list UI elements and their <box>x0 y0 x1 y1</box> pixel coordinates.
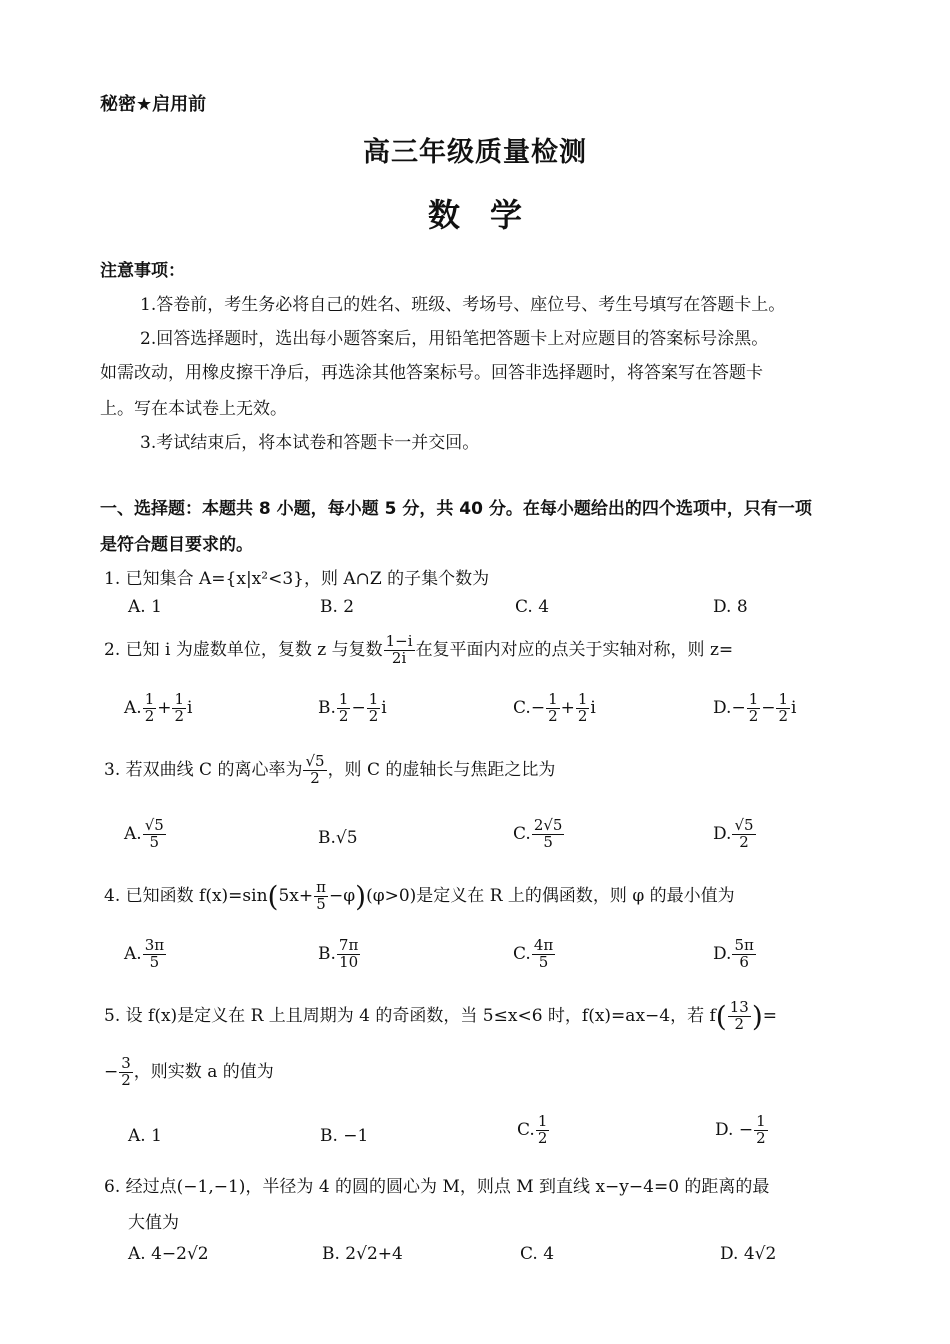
q1-option-d: D. 8 <box>713 597 748 617</box>
q2-option-b <box>318 692 387 725</box>
q5-paren-close: ) <box>751 1000 763 1033</box>
q2-a-den2: 2 <box>174 706 185 725</box>
notice-line-4: 上。写在本试卷上无效。 <box>100 399 287 419</box>
q5-option-a: A. 1 <box>128 1126 162 1146</box>
q4-inner-b: −φ <box>328 886 356 906</box>
q5-val-num: 3 <box>121 1054 131 1072</box>
q2-d-unit: i <box>791 697 797 718</box>
q4-paren-close: ) <box>355 880 367 913</box>
q3-c-frac <box>532 818 565 851</box>
q4-b-num: 7π <box>338 936 359 954</box>
q6-option-c: C. 4 <box>520 1244 555 1264</box>
q2-d-label: D. <box>713 697 732 718</box>
q2-option-d <box>713 692 796 725</box>
q4-paren-open: ( <box>267 880 279 913</box>
q5-option-b: B. −1 <box>320 1126 369 1146</box>
q4-a-den: 5 <box>149 952 160 971</box>
q5-stem-a: 5. 设 f(x)是定义在 R 上且周期为 4 的奇函数，当 5≤x<6 时，f(x)=ax−4，若 f <box>104 1006 716 1026</box>
q5-option-c <box>517 1114 550 1147</box>
q3-a-num: √5 <box>144 816 164 834</box>
q5-stem-b: = <box>762 1006 778 1026</box>
q2-b-unit: i <box>381 697 387 718</box>
q2-b-op: − <box>351 697 366 718</box>
q2-b-num1: 1 <box>338 690 349 708</box>
q4-stem <box>104 880 735 913</box>
q3-ecc-num: √5 <box>305 752 325 770</box>
q2-a-num1: 1 <box>144 690 155 708</box>
q5-stem-line-2 <box>104 1056 274 1089</box>
q1-option-a: A. 1 <box>128 597 162 617</box>
q4-option-d <box>713 938 757 971</box>
secret-label: 秘密★启用前 <box>100 94 207 115</box>
q5-d-label: D. − <box>715 1119 754 1140</box>
q2-c-label: C. <box>513 697 531 718</box>
q2-frac-num: 1−i <box>385 632 413 650</box>
q4-b-den: 10 <box>339 952 359 971</box>
q1-option-c: C. 4 <box>515 597 550 617</box>
q2-stem-b: 在复平面内对应的点关于实轴对称，则 z= <box>415 639 734 660</box>
q4-b-frac <box>337 938 360 971</box>
q3-stem <box>104 754 555 787</box>
q3-c-num: 2√5 <box>533 816 563 834</box>
q2-d-den2: 2 <box>778 706 789 725</box>
q3-ecc-den: 2 <box>310 768 320 787</box>
q4-b-label: B. <box>318 943 336 964</box>
notice-title: 注意事项： <box>100 261 185 281</box>
q2-d-den1: 2 <box>748 706 759 725</box>
q5-line2-text: ，则实数 a 的值为 <box>133 1061 274 1082</box>
q5-c-label: C. <box>517 1119 535 1140</box>
q2-c-num1: 1 <box>548 690 558 708</box>
q4-c-frac <box>532 938 555 971</box>
q2-c-den1: 2 <box>548 706 558 725</box>
q5-val-den: 2 <box>121 1070 131 1089</box>
q2-d-op: − <box>761 697 776 718</box>
subject-title: 数学 <box>427 196 552 234</box>
q4-c-den: 5 <box>538 952 549 971</box>
q3-b-val: √5 <box>335 828 358 848</box>
q3-ecc-frac <box>303 754 326 787</box>
q5-paren-open: ( <box>715 1000 727 1033</box>
q2-c-frac1 <box>546 692 560 725</box>
q4-option-b <box>318 938 361 971</box>
q3-c-den: 5 <box>543 832 553 851</box>
q4-c-num: 4π <box>533 936 554 954</box>
q2-frac-den: 2i <box>391 648 407 667</box>
q5-d-frac <box>754 1114 768 1147</box>
q2-c-unit: i <box>590 697 596 718</box>
q2-a-op: + <box>157 697 172 718</box>
q2-a-label: A. <box>124 697 142 718</box>
q5-val-frac <box>119 1056 133 1089</box>
section-heading-line-1: 一、选择题：本题共 8 小题，每小题 5 分，共 40 分。在每小题给出的四个选项中，只有一项 <box>100 499 812 519</box>
q5-c-den: 2 <box>537 1128 548 1147</box>
q2-frac <box>384 634 415 667</box>
q3-d-den: 2 <box>739 832 749 851</box>
q5-neg: − <box>104 1061 119 1082</box>
q3-option-a <box>124 818 167 851</box>
q4-d-label: D. <box>713 943 732 964</box>
q4-stem-b: (φ>0)是定义在 R 上的偶函数，则 φ 的最小值为 <box>366 886 735 906</box>
q3-b-label: B. <box>318 828 336 848</box>
q1-stem: 1. 已知集合 A={x|x²<3}，则 A∩Z 的子集个数为 <box>104 569 490 589</box>
q3-stem-a: 3. 若双曲线 C 的离心率为 <box>104 759 303 780</box>
section-heading-line-2: 是符合题目要求的。 <box>100 535 253 555</box>
q2-a-den1: 2 <box>144 706 155 725</box>
q2-c-op: + <box>560 697 575 718</box>
q2-c-neg: − <box>530 697 546 718</box>
q3-a-den: 5 <box>149 832 160 851</box>
exam-title: 高三年级质量检测 <box>363 137 587 168</box>
q6-option-a: A. 4−2√2 <box>128 1244 209 1264</box>
q2-b-den2: 2 <box>368 706 379 725</box>
q4-pi-frac <box>314 880 328 913</box>
q2-stem-a: 2. 已知 i 为虚数单位，复数 z 与复数 <box>104 639 383 660</box>
q2-option-a <box>124 692 192 725</box>
q3-d-frac <box>732 818 755 851</box>
notice-line-1: 1.答卷前，考生务必将自己的姓名、班级、考场号、座位号、考生号填写在答题卡上。 <box>140 295 786 315</box>
q2-d-num2: 1 <box>778 690 789 708</box>
q2-b-label: B. <box>318 697 336 718</box>
q2-c-den2: 2 <box>577 706 588 725</box>
q3-stem-b: ，则 C 的虚轴长与焦距之比为 <box>327 759 556 780</box>
q4-a-label: A. <box>124 943 142 964</box>
q3-c-label: C. <box>513 823 531 844</box>
q4-pi-den: 5 <box>316 895 326 913</box>
q2-b-frac2 <box>367 692 381 725</box>
q2-d-neg: − <box>731 697 746 718</box>
q2-a-unit: i <box>187 697 193 718</box>
q3-option-d <box>713 818 757 851</box>
q6-option-b: B. 2√2+4 <box>322 1244 403 1264</box>
q4-pi-num: π <box>316 878 326 897</box>
q6-stem-line-1: 6. 经过点(−1,−1)，半径为 4 的圆的圆心为 M，则点 M 到直线 x−y−4=0 的距离的最 <box>104 1177 770 1197</box>
q4-c-label: C. <box>513 943 531 964</box>
q5-stem-line-1 <box>104 1000 777 1033</box>
q6-option-d: D. 4√2 <box>720 1244 777 1264</box>
q2-d-frac2 <box>776 692 790 725</box>
q4-a-num: 3π <box>144 936 165 954</box>
notice-line-3: 如需改动，用橡皮擦干净后，再选涂其他答案标号。回答非选择题时，将答案写在答题卡 <box>100 363 763 383</box>
q2-b-num2: 1 <box>368 690 379 708</box>
q2-b-den1: 2 <box>338 706 349 725</box>
q2-stem <box>104 634 733 667</box>
q4-option-a <box>124 938 167 971</box>
q3-d-num: √5 <box>734 816 754 834</box>
q4-option-c <box>513 938 556 971</box>
q4-stem-a: 4. 已知函数 f(x)=sin <box>104 886 268 906</box>
notice-line-5: 3.考试结束后，将本试卷和答题卡一并交回。 <box>140 433 480 453</box>
q2-d-num1: 1 <box>748 690 759 708</box>
q4-d-frac <box>732 938 755 971</box>
q3-a-frac <box>143 818 166 851</box>
q5-c-num: 1 <box>537 1112 548 1130</box>
q6-stem-line-2: 大值为 <box>128 1213 179 1233</box>
q3-option-b <box>318 828 358 848</box>
q2-a-frac1 <box>143 692 157 725</box>
q5-c-frac <box>536 1114 550 1147</box>
q3-a-label: A. <box>124 823 142 844</box>
q3-option-c <box>513 818 565 851</box>
q2-a-num2: 1 <box>174 690 185 708</box>
q4-a-frac <box>143 938 166 971</box>
q2-d-frac1 <box>747 692 761 725</box>
q4-d-den: 6 <box>739 952 749 971</box>
q2-c-frac2 <box>576 692 590 725</box>
q2-option-c <box>513 692 596 725</box>
notice-line-2: 2.回答选择题时，选出每小题答案后，用铅笔把答题卡上对应题目的答案标号涂黑。 <box>140 329 769 349</box>
q2-b-frac1 <box>337 692 351 725</box>
q2-a-frac2 <box>172 692 186 725</box>
q5-arg-num: 13 <box>729 998 749 1017</box>
q5-arg-frac <box>728 1000 751 1033</box>
q1-option-b: B. 2 <box>320 597 355 617</box>
q5-d-den: 2 <box>756 1128 766 1147</box>
q3-d-label: D. <box>713 823 732 844</box>
q5-d-num: 1 <box>756 1112 766 1130</box>
q4-inner-a: 5x+ <box>278 886 314 906</box>
q5-arg-den: 2 <box>734 1015 745 1033</box>
q4-d-num: 5π <box>734 936 754 954</box>
q2-c-num2: 1 <box>577 690 588 708</box>
q5-option-d <box>715 1114 769 1147</box>
